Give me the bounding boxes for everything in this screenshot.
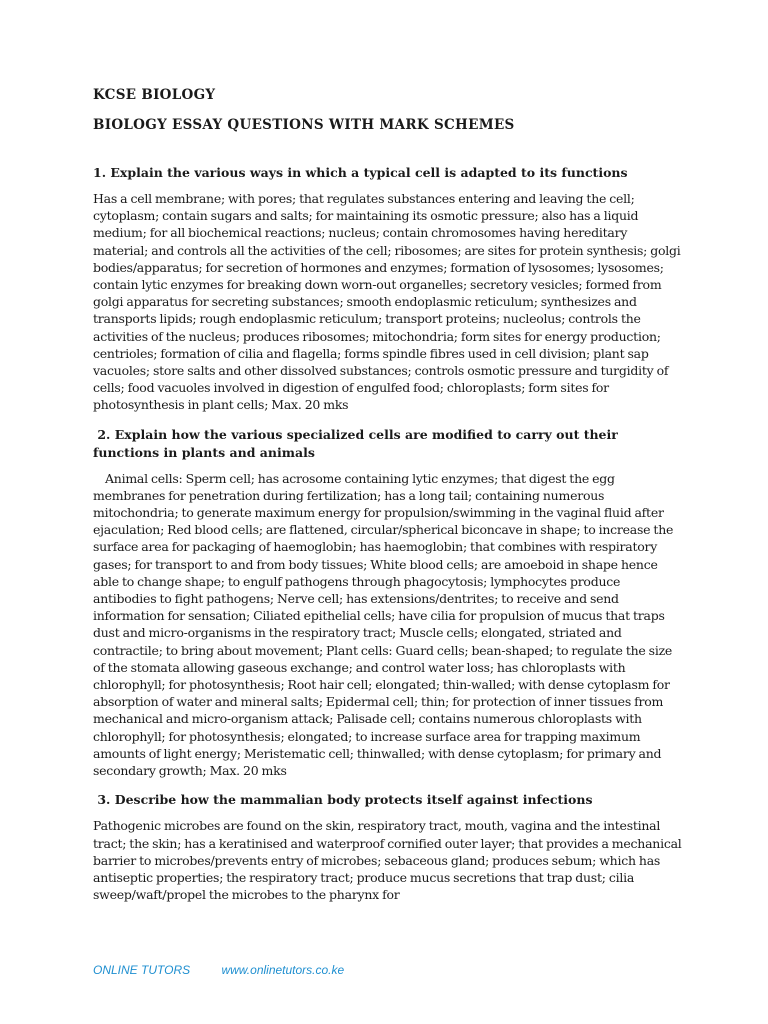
question-3-heading: 3. Describe how the mammalian body protects itself against infections xyxy=(93,792,593,808)
question-3-section xyxy=(93,791,683,903)
page-footer xyxy=(93,963,344,977)
question-2-answer: Animal cells: Sperm cell; has acrosome containing lytic enzymes; that digest the egg membranes for penetration during fertilization; has a long tail; containing numerous mitochondria; to generate maximum energy for propulsion/swimming in the vaginal fluid after ejaculation; Red blood cells; are flattened, circular/spherical biconcave in shape; to increase the surface area for packaging of haemoglobin; has haemoglobin; that combines with respiratory gases; for transport to and from body tissues; White blood cells; are amoeboid in shape hence able to change shape; to engulf pathogens through phagocytosis; lymphocytes produce antibodies to fight pathogens; Nerve cell; has extensions/dentrites; to receive and send information for sensation; Ciliated epithelial cells; have cilia for propulsion of mucus that traps dust and micro-organisms in the respiratory tract; Muscle cells; elongated, striated and contractile; to bring about movement; Plant cells: Guard cells; bean-shaped; to regulate the size of the stomata allowing gaseous exchange; and control water loss; has chloroplasts with chlorophyll; for photosynthesis; Root hair cell; elongated; thin-walled; with dense cytoplasm for absorption of water and mineral salts; Epidermal cell; thin; for protection of inner tissues from mechanical and micro-organism attack; Palisade cell; contains numerous chloroplasts with chlorophyll; for photosynthesis; elongated; to increase surface area for trapping maximum amounts of light energy; Meristematic cell; thinwalled; with dense cytoplasm; for primary and secondary growth; Max. 20 mks xyxy=(93,470,674,779)
document-title: KCSE BIOLOGY xyxy=(93,87,216,103)
question-1-answer: Has a cell membrane; with pores; that regulates substances entering and leaving the cell; cytoplasm; contain sugars and salts; for maintaining its osmotic pressure; also has a liquid medium; for all biochemical reactions; nucleus; contain chromosomes having hereditary material; and controls all the activities of the cell; ribosomes; are sites for protein synthesis; golgi bodies/apparatus; for secretion of hormones and enzymes; formation of lysosomes; lysosomes; contain lytic enzymes for breaking down worn-out organelles; secretory vesicles; formed from golgi apparatus for secreting substances; smooth endoplasmic reticulum; synthesizes and transports lipids; rough endoplasmic reticulum; transport proteins; nucleolus; controls the activities of the nucleus; produces ribosomes; mitochondria; form sites for energy production; centrioles; formation of cilia and flagella; forms spindle fibres used in cell division; plant sap vacuoles; store salts and other dissolved substances; controls osmotic pressure and turgidity of cells; food vacuoles involved in digestion of engulfed food; chloroplasts; form sites for photosynthesis in plant cells; Max. 20 mks xyxy=(93,191,681,413)
question-3-answer: Pathogenic microbes are found on the skin, respiratory tract, mouth, vagina and the intestinal tract; the skin; has a keratinised and waterproof cornified outer layer; that provides a mechanical barrier to microbes/prevents entry of microbes; sebaceous gland; produces sebum; which has antiseptic properties; the respiratory tract; produce mucus secretions that trap dust; cilia sweep/waft/propel the microbes to the pharynx for xyxy=(93,818,682,903)
footer-website-link[interactable]: www.onlinetutors.co.ke xyxy=(221,963,345,977)
question-1-heading: 1. Explain the various ways in which a typical cell is adapted to its functions xyxy=(93,165,628,180)
question-2-section xyxy=(93,426,683,780)
footer-brand: ONLINE TUTORS xyxy=(93,963,191,977)
document-subtitle: BIOLOGY ESSAY QUESTIONS WITH MARK SCHEMES xyxy=(93,117,515,133)
question-1-section xyxy=(93,164,683,414)
document-page xyxy=(93,84,683,903)
question-2-heading: 2. Explain how the various specialized cells are modified to carry out their functions in plants and animals xyxy=(93,426,623,460)
